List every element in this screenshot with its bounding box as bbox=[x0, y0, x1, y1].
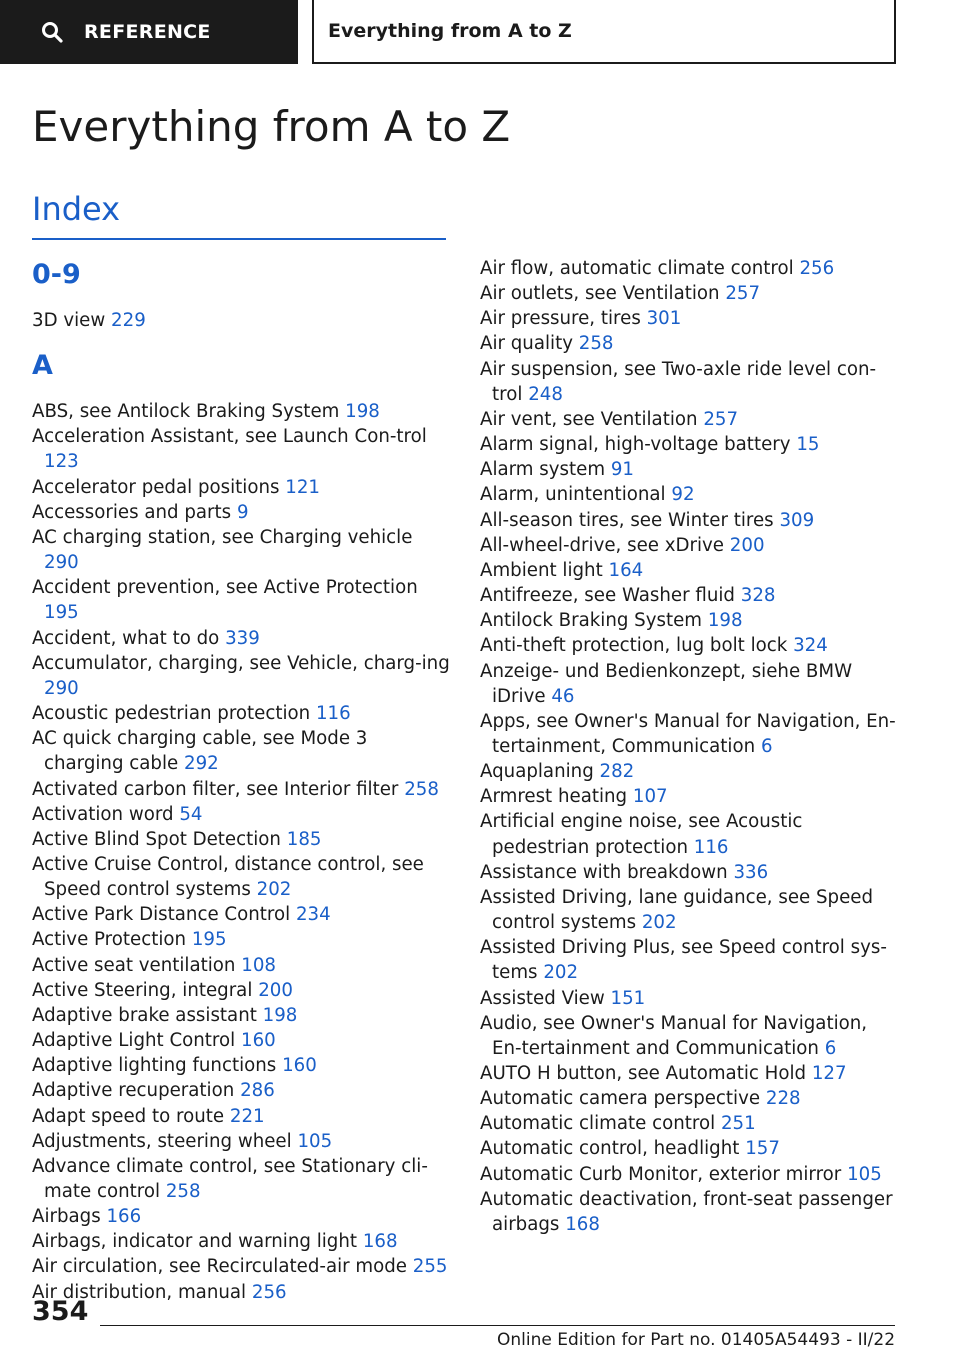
page-link[interactable]: 202 bbox=[641, 912, 677, 934]
entry-text: Acceleration Assistant, see Launch Con-trol bbox=[32, 426, 427, 448]
index-entry bbox=[32, 1053, 452, 1078]
page-link[interactable]: 221 bbox=[229, 1105, 265, 1127]
reference-tab-label: REFERENCE bbox=[84, 21, 211, 43]
index-entry bbox=[480, 1136, 900, 1161]
page-link[interactable]: 200 bbox=[258, 979, 293, 1001]
index-entry bbox=[32, 500, 452, 525]
index-entry bbox=[32, 1078, 452, 1103]
index-entry bbox=[32, 802, 452, 827]
page-link[interactable]: 251 bbox=[720, 1113, 756, 1135]
entry-text: All-wheel-drive, see xDrive bbox=[480, 534, 724, 556]
index-entry bbox=[480, 306, 900, 331]
page-link[interactable]: 157 bbox=[745, 1138, 780, 1160]
page-link[interactable]: 202 bbox=[543, 962, 579, 984]
entry-text: Air pressure, tires bbox=[480, 308, 641, 330]
index-entry bbox=[32, 902, 452, 927]
page-link[interactable]: 92 bbox=[671, 484, 695, 506]
entry-text: Active Cruise Control, distance control, see Speed control systems bbox=[32, 853, 424, 901]
index-entry bbox=[480, 986, 900, 1011]
page-link[interactable]: 15 bbox=[796, 434, 820, 456]
index-entry bbox=[32, 1204, 452, 1229]
entry-text: Air flow, automatic climate control bbox=[480, 258, 794, 279]
index-entry bbox=[32, 575, 452, 625]
page-link[interactable]: 248 bbox=[528, 383, 563, 405]
entry-text: Adaptive Light Control bbox=[32, 1030, 236, 1052]
page-link[interactable]: 9 bbox=[236, 501, 249, 523]
entry-text: Air vent, see Ventilation bbox=[480, 408, 698, 430]
index-entry bbox=[480, 885, 900, 935]
entry-text: Adaptive lighting functions bbox=[32, 1055, 277, 1077]
page-link[interactable]: 121 bbox=[285, 476, 320, 498]
index-entry bbox=[32, 1003, 452, 1028]
entry-text: Air suspension, see Two-axle ride level con-trol bbox=[480, 358, 877, 405]
entry-text: Accelerator pedal positions bbox=[32, 476, 280, 498]
page-link[interactable]: 91 bbox=[610, 459, 635, 481]
index-entry bbox=[480, 281, 900, 306]
entry-text: Automatic deactivation, front-seat passenger airbags bbox=[480, 1188, 893, 1235]
entry-text: 3D view bbox=[32, 310, 106, 331]
entry-text: Air circulation, see Recirculated-air mode bbox=[32, 1256, 407, 1278]
entry-text: Activated carbon filter, see Interior filter bbox=[32, 778, 399, 800]
index-entry bbox=[480, 809, 900, 859]
index-entry bbox=[480, 633, 900, 658]
index-entry bbox=[32, 1028, 452, 1053]
entry-text: Airbags, indicator and warning light bbox=[32, 1231, 358, 1253]
entry-text: Automatic climate control bbox=[480, 1113, 716, 1135]
page-link[interactable]: 151 bbox=[610, 987, 646, 1009]
entry-text: Alarm signal, high-voltage battery bbox=[480, 434, 791, 456]
index-entry bbox=[32, 651, 452, 701]
entry-text: Air outlets, see Ventilation bbox=[480, 283, 720, 305]
entry-text: Aquaplaning bbox=[480, 761, 594, 783]
index-entry bbox=[32, 424, 452, 474]
entry-text: Assisted View bbox=[480, 987, 605, 1009]
entry-text: Alarm, unintentional bbox=[480, 484, 666, 506]
index-entry bbox=[480, 256, 900, 281]
index-entry bbox=[480, 407, 900, 432]
page-link[interactable]: 258 bbox=[165, 1181, 201, 1202]
page-link[interactable]: 54 bbox=[179, 803, 203, 825]
page-link[interactable]: 160 bbox=[241, 1030, 276, 1052]
entry-text: Accident prevention, see Active Protection bbox=[32, 577, 418, 599]
index-entry bbox=[480, 608, 900, 633]
entry-text: Airbags bbox=[32, 1206, 101, 1228]
entry-text: Advance climate control, see Stationary cli-mate control bbox=[32, 1155, 428, 1202]
page-link[interactable]: 336 bbox=[733, 861, 769, 883]
page-link[interactable]: 168 bbox=[565, 1213, 600, 1235]
entry-text: ABS, see Antilock Braking System bbox=[32, 401, 340, 423]
page-title: Everything from A to Z bbox=[32, 102, 511, 151]
index-entry bbox=[32, 1104, 452, 1129]
index-entry bbox=[480, 759, 900, 784]
section-subtitle: Index bbox=[32, 190, 121, 228]
entry-text: Air distribution, manual bbox=[32, 1281, 247, 1303]
page-link[interactable]: 127 bbox=[811, 1063, 847, 1084]
index-entry bbox=[32, 399, 452, 424]
page-link[interactable]: 286 bbox=[240, 1080, 275, 1102]
entry-text: Ambient light bbox=[480, 559, 603, 581]
index-entry bbox=[480, 860, 900, 885]
index-list bbox=[480, 256, 900, 1237]
index-entry bbox=[32, 1254, 452, 1279]
page-link[interactable]: 108 bbox=[241, 954, 276, 976]
entry-text: Accident, what to do bbox=[32, 627, 220, 649]
entry-text: Active seat ventilation bbox=[32, 954, 236, 976]
index-entry bbox=[32, 953, 452, 978]
index-list bbox=[32, 308, 452, 333]
index-entry bbox=[32, 701, 452, 726]
reference-tab[interactable] bbox=[0, 0, 298, 64]
group-letter: A bbox=[32, 350, 53, 382]
entry-text: Adaptive recuperation bbox=[32, 1080, 235, 1102]
index-entry bbox=[480, 457, 900, 482]
page-link[interactable]: 168 bbox=[362, 1231, 398, 1253]
page-link[interactable]: 282 bbox=[599, 761, 635, 783]
page-link[interactable]: 257 bbox=[725, 283, 761, 305]
page-link[interactable]: 324 bbox=[793, 635, 828, 657]
page-link[interactable]: 309 bbox=[779, 509, 815, 531]
group-letter: 0-9 bbox=[32, 259, 81, 290]
index-entry bbox=[32, 927, 452, 952]
index-entry bbox=[32, 1154, 452, 1204]
entry-text: Anzeige- und Bedienkonzept, siehe BMW iDrive bbox=[480, 660, 853, 707]
page-link[interactable]: 234 bbox=[295, 904, 331, 926]
entry-text: Adapt speed to route bbox=[32, 1105, 225, 1127]
page-link[interactable]: 46 bbox=[551, 685, 575, 707]
entry-text: Antifreeze, see Washer fluid bbox=[480, 585, 735, 607]
page-link[interactable]: 257 bbox=[703, 408, 739, 430]
index-entry bbox=[32, 626, 452, 651]
page-link[interactable]: 6 bbox=[824, 1037, 837, 1059]
index-entry bbox=[480, 331, 900, 356]
index-entry bbox=[480, 659, 900, 709]
entry-text: Anti-theft protection, lug bolt lock bbox=[480, 635, 788, 657]
entry-text: Adaptive brake assistant bbox=[32, 1004, 257, 1026]
title-divider bbox=[32, 238, 446, 240]
entry-text: Apps, see Owner's Manual for Navigation, En-tertainment, Communication bbox=[480, 710, 896, 757]
index-entry bbox=[480, 1162, 900, 1187]
page-link[interactable]: 123 bbox=[44, 451, 79, 473]
index-entry bbox=[32, 726, 452, 776]
page-link[interactable]: 185 bbox=[286, 828, 322, 850]
page-link[interactable]: 164 bbox=[608, 559, 644, 581]
index-entry bbox=[480, 784, 900, 809]
entry-text: Accumulator, charging, see Vehicle, charg-ing bbox=[32, 652, 450, 674]
entry-text: Adjustments, steering wheel bbox=[32, 1130, 292, 1152]
entry-text: Audio, see Owner's Manual for Navigation, En-tertainment and Communication bbox=[480, 1012, 868, 1059]
index-entry bbox=[480, 533, 900, 558]
page-link[interactable]: 229 bbox=[111, 310, 146, 331]
page-link[interactable]: 107 bbox=[632, 786, 668, 808]
edition-note: Online Edition for Part no. 01405A54493 - II/22 bbox=[497, 1330, 896, 1350]
page-link[interactable]: 195 bbox=[191, 929, 227, 951]
index-entry bbox=[480, 482, 900, 507]
page-link[interactable]: 6 bbox=[760, 735, 773, 757]
entry-text: Activation word bbox=[32, 803, 174, 825]
index-entry bbox=[480, 508, 900, 533]
index-entry bbox=[32, 1229, 452, 1254]
index-entry bbox=[32, 1129, 452, 1154]
page-link[interactable]: 195 bbox=[44, 602, 79, 624]
page-link[interactable]: 290 bbox=[44, 677, 79, 699]
page-link[interactable]: 255 bbox=[412, 1256, 448, 1278]
entry-text: Active Blind Spot Detection bbox=[32, 828, 281, 850]
index-entry bbox=[480, 1061, 900, 1086]
page-link[interactable]: 339 bbox=[225, 627, 260, 649]
page-link[interactable]: 105 bbox=[847, 1163, 882, 1185]
page-link[interactable]: 228 bbox=[765, 1088, 801, 1110]
page-link[interactable]: 160 bbox=[282, 1055, 317, 1077]
index-entry bbox=[480, 1111, 900, 1136]
breadcrumb-text: Everything from A to Z bbox=[328, 20, 572, 42]
index-entry bbox=[480, 935, 900, 985]
entry-text: Active Park Distance Control bbox=[32, 904, 291, 926]
entry-text: Air quality bbox=[480, 333, 573, 355]
index-column-left bbox=[32, 254, 452, 1305]
entry-text: Accessories and parts bbox=[32, 501, 232, 523]
index-entry bbox=[480, 432, 900, 457]
entry-text: Automatic camera perspective bbox=[480, 1088, 761, 1110]
index-entry bbox=[480, 558, 900, 583]
page-link[interactable]: 105 bbox=[297, 1130, 333, 1152]
index-entry bbox=[32, 978, 452, 1003]
page-link[interactable]: 292 bbox=[184, 753, 219, 775]
entry-text: Acoustic pedestrian protection bbox=[32, 703, 311, 725]
page-link[interactable]: 258 bbox=[578, 333, 614, 355]
page-link[interactable]: 198 bbox=[345, 401, 380, 423]
index-column-right bbox=[480, 256, 900, 1237]
index-entry bbox=[32, 525, 452, 575]
index-entry bbox=[32, 1280, 452, 1305]
entry-text: Assisted Driving Plus, see Speed control sys-tems bbox=[480, 937, 887, 984]
page-link[interactable]: 198 bbox=[262, 1004, 298, 1026]
entry-text: Active Steering, integral bbox=[32, 979, 253, 1001]
index-entry bbox=[32, 777, 452, 802]
entry-text: Automatic control, headlight bbox=[480, 1138, 740, 1160]
entry-text: Assisted Driving, lane guidance, see Speed control systems bbox=[480, 886, 873, 934]
page-link[interactable]: 202 bbox=[256, 879, 292, 901]
index-entry bbox=[32, 308, 452, 333]
index-entry bbox=[480, 1086, 900, 1111]
entry-text: AUTO H button, see Automatic Hold bbox=[480, 1063, 807, 1084]
entry-text: Artificial engine noise, see Acoustic pedestrian protection bbox=[480, 811, 803, 858]
index-entry bbox=[480, 357, 900, 407]
page-link[interactable]: 290 bbox=[44, 552, 79, 574]
entry-text: Active Protection bbox=[32, 929, 187, 951]
entry-text: AC quick charging cable, see Mode 3 charging cable bbox=[32, 728, 368, 775]
index-entry bbox=[32, 852, 452, 902]
page-link[interactable]: 301 bbox=[646, 308, 682, 330]
index-entry bbox=[480, 1011, 900, 1061]
page-link[interactable]: 328 bbox=[740, 585, 776, 607]
page-link[interactable]: 200 bbox=[729, 534, 765, 556]
entry-text: AC charging station, see Charging vehicle bbox=[32, 526, 413, 548]
entry-text: Assistance with breakdown bbox=[480, 861, 728, 883]
entry-text: Automatic Curb Monitor, exterior mirror bbox=[480, 1163, 842, 1185]
entry-text: Antilock Braking System bbox=[480, 610, 703, 632]
page-link[interactable]: 198 bbox=[707, 610, 743, 632]
footer-divider bbox=[100, 1325, 895, 1326]
page-number: 354 bbox=[32, 1296, 89, 1327]
search-icon bbox=[40, 20, 64, 44]
index-entry bbox=[480, 1187, 900, 1237]
page-link[interactable]: 258 bbox=[404, 778, 439, 800]
page-link[interactable]: 116 bbox=[315, 703, 351, 725]
index-list bbox=[32, 399, 452, 1305]
entry-text: Alarm system bbox=[480, 459, 606, 481]
page-link[interactable]: 116 bbox=[693, 836, 729, 858]
index-entry bbox=[480, 709, 900, 759]
index-entry bbox=[480, 583, 900, 608]
page-link[interactable]: 256 bbox=[799, 258, 835, 279]
entry-text: Armrest heating bbox=[480, 786, 628, 808]
index-entry bbox=[32, 827, 452, 852]
page-link[interactable]: 256 bbox=[251, 1281, 287, 1303]
page-link[interactable]: 166 bbox=[106, 1206, 142, 1228]
breadcrumb bbox=[312, 0, 896, 64]
entry-text: All-season tires, see Winter tires bbox=[480, 509, 774, 531]
index-entry bbox=[32, 475, 452, 500]
